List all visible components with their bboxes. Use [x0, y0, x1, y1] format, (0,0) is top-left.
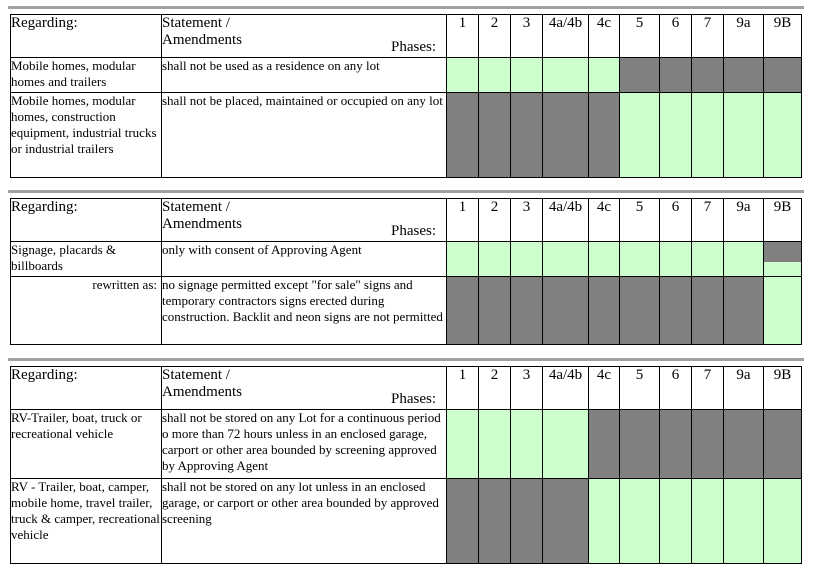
phase-header: 9a — [724, 199, 764, 242]
phase-fill-permitted — [660, 479, 691, 563]
phase-cell — [479, 242, 511, 277]
phase-cell — [589, 277, 620, 345]
phase-cell — [724, 93, 764, 178]
phase-header: 4c — [589, 15, 620, 58]
phase-fill-permitted — [589, 242, 619, 276]
phase-cell — [764, 479, 802, 564]
phases-label: Phases: — [391, 391, 436, 407]
phase-fill-shaded — [660, 277, 691, 344]
statement-cell: only with consent of Approving Agent — [162, 242, 447, 277]
phase-fill-permitted — [479, 242, 510, 276]
phases-label: Phases: — [391, 223, 436, 239]
table-row — [11, 93, 802, 178]
table-row — [11, 277, 802, 345]
phase-fill-permitted — [660, 93, 691, 177]
phase-fill-permitted — [692, 479, 723, 563]
phase-header: 5 — [620, 15, 660, 58]
phase-cell — [660, 93, 692, 178]
phase-fill-permitted — [620, 242, 659, 276]
phase-fill-shaded — [724, 58, 763, 92]
phase-cell — [589, 479, 620, 564]
phase-fill-shaded — [479, 93, 510, 177]
phase-header: 6 — [660, 367, 692, 410]
phase-header: 3 — [511, 15, 543, 58]
phase-fill-shaded — [589, 93, 619, 177]
section-separator — [8, 358, 804, 361]
phase-fill-shaded — [660, 410, 691, 478]
header-row — [11, 15, 802, 58]
phase-cell — [692, 58, 724, 93]
section-separator — [8, 190, 804, 193]
phase-header: 7 — [692, 15, 724, 58]
statement-label: Statement / — [162, 199, 230, 215]
phase-cell — [589, 410, 620, 479]
phase-cell — [511, 479, 543, 564]
phase-fill-shaded — [511, 93, 542, 177]
phase-cell — [692, 277, 724, 345]
phase-header: 4c — [589, 367, 620, 410]
phase-cell — [692, 93, 724, 178]
phase-fill-shaded — [589, 410, 619, 478]
phase-fill-shaded — [764, 58, 801, 92]
phase-cell — [447, 58, 479, 93]
phase-cell — [543, 277, 589, 345]
rewritten-label: rewritten as: — [92, 277, 157, 292]
table-row — [11, 242, 802, 277]
phase-cell — [764, 277, 802, 345]
phase-fill-permitted — [479, 58, 510, 92]
statement-label: Statement / — [162, 15, 230, 31]
phase-cell — [764, 93, 802, 178]
phase-header: 4c — [589, 199, 620, 242]
phase-fill-shaded — [660, 58, 691, 92]
phase-header: 4a/4b — [543, 367, 589, 410]
phase-cell — [589, 242, 620, 277]
regarding-cell: Signage, placards & billboards — [11, 242, 162, 277]
regarding-cell: RV - Trailer, boat, camper, mobile home, travel trailer, truck & camper, recreational vehicle — [11, 479, 162, 564]
phase-cell — [620, 479, 660, 564]
amendments-label: Amendments — [162, 32, 242, 48]
phase-fill-permitted — [620, 93, 659, 177]
phase-fill-permitted — [724, 242, 763, 276]
phase-cell — [660, 58, 692, 93]
phase-fill-permitted — [764, 277, 801, 344]
phase-cell — [660, 479, 692, 564]
phase-cell — [479, 277, 511, 345]
phase-cell — [620, 242, 660, 277]
phase-stripe — [764, 242, 801, 262]
phase-fill-shaded — [479, 277, 510, 344]
phase-fill-shaded — [447, 479, 478, 563]
phase-fill-permitted — [447, 242, 478, 276]
table-row — [11, 479, 802, 564]
phase-header: 9a — [724, 367, 764, 410]
phase-fill-shaded — [692, 58, 723, 92]
phase-fill-permitted — [511, 58, 542, 92]
phase-fill-shaded — [447, 277, 478, 344]
phase-header: 9B — [764, 367, 802, 410]
phase-cell — [724, 242, 764, 277]
phase-header: 5 — [620, 367, 660, 410]
phase-fill-shaded — [589, 277, 619, 344]
restriction-table — [10, 366, 802, 564]
phase-cell — [543, 58, 589, 93]
phase-cell — [724, 479, 764, 564]
header-row — [11, 367, 802, 410]
phase-fill-shaded — [479, 479, 510, 563]
phase-header: 6 — [660, 15, 692, 58]
phase-cell — [511, 242, 543, 277]
phase-cell — [620, 93, 660, 178]
regarding-header: Regarding: — [11, 367, 162, 410]
statement-header — [162, 15, 447, 58]
statement-cell: shall not be stored on any lot unless in an enclosed garage, or carport or other area bounded by approved screening — [162, 479, 447, 564]
phase-header: 1 — [447, 15, 479, 58]
phase-cell — [724, 410, 764, 479]
phase-header: 3 — [511, 367, 543, 410]
phase-cell — [543, 93, 589, 178]
phase-fill-shaded — [543, 93, 588, 177]
phase-cell — [543, 479, 589, 564]
phase-cell — [589, 58, 620, 93]
phase-cell — [692, 242, 724, 277]
phase-cell — [764, 242, 802, 277]
phase-fill-shaded — [543, 277, 588, 344]
phase-fill-permitted — [543, 242, 588, 276]
phase-cell — [724, 277, 764, 345]
phase-cell — [511, 277, 543, 345]
regarding-header: Regarding: — [11, 199, 162, 242]
section-separator — [8, 6, 804, 9]
phase-header: 2 — [479, 199, 511, 242]
phase-cell — [447, 93, 479, 178]
phase-fill-shaded — [620, 277, 659, 344]
phase-cell — [764, 58, 802, 93]
phase-fill-permitted — [447, 58, 478, 92]
phase-header: 4a/4b — [543, 15, 589, 58]
phase-fill-permitted — [589, 58, 619, 92]
phase-fill-permitted — [589, 479, 619, 563]
phase-header: 4a/4b — [543, 199, 589, 242]
regarding-cell: Mobile homes, modular homes, construction equipment, industrial trucks or industrial trailers — [11, 93, 162, 178]
phase-fill-shaded — [764, 410, 801, 478]
phase-fill-permitted — [764, 479, 801, 563]
phase-header: 1 — [447, 199, 479, 242]
phase-fill-shaded — [543, 479, 588, 563]
phase-fill-permitted — [511, 410, 542, 478]
phase-fill-shaded — [511, 277, 542, 344]
phase-cell — [692, 479, 724, 564]
phase-fill-permitted — [543, 58, 588, 92]
phase-cell — [543, 242, 589, 277]
phase-header: 1 — [447, 367, 479, 410]
phase-fill-shaded — [620, 58, 659, 92]
phase-fill-permitted — [660, 242, 691, 276]
phase-fill-permitted — [692, 242, 723, 276]
phase-header: 3 — [511, 199, 543, 242]
phase-header: 9B — [764, 15, 802, 58]
phase-fill-permitted — [764, 93, 801, 177]
phases-label: Phases: — [391, 39, 436, 55]
phase-header: 6 — [660, 199, 692, 242]
phase-header: 7 — [692, 367, 724, 410]
amendments-label: Amendments — [162, 384, 242, 400]
restriction-table — [10, 198, 802, 345]
regarding-cell: RV-Trailer, boat, truck or recreational vehicle — [11, 410, 162, 479]
phase-fill-permitted — [620, 479, 659, 563]
regarding-cell — [11, 277, 162, 345]
restriction-table — [10, 14, 802, 178]
phase-fill-permitted — [692, 93, 723, 177]
phase-cell — [620, 58, 660, 93]
phase-cell — [479, 58, 511, 93]
phase-cell — [764, 410, 802, 479]
phase-fill-permitted — [479, 410, 510, 478]
statement-cell: no signage permitted except "for sale" signs and temporary contractors signs erected during construction. Backlit and neon signs are not permitted — [162, 277, 447, 345]
phase-fill-shaded — [724, 410, 763, 478]
phase-header: 2 — [479, 367, 511, 410]
phase-fill-permitted — [511, 242, 542, 276]
phase-header: 5 — [620, 199, 660, 242]
regarding-header: Regarding: — [11, 15, 162, 58]
table-row — [11, 410, 802, 479]
phase-cell — [447, 242, 479, 277]
phase-cell — [620, 277, 660, 345]
statement-header — [162, 199, 447, 242]
phase-fill-shaded — [447, 93, 478, 177]
phase-header: 7 — [692, 199, 724, 242]
statement-label: Statement / — [162, 367, 230, 383]
phase-header: 2 — [479, 15, 511, 58]
phase-cell — [447, 479, 479, 564]
phase-header: 9B — [764, 199, 802, 242]
phase-header: 9a — [724, 15, 764, 58]
phase-cell — [479, 410, 511, 479]
phase-cell — [589, 93, 620, 178]
statement-cell: shall not be used as a residence on any lot — [162, 58, 447, 93]
phase-cell — [511, 58, 543, 93]
phase-cell — [479, 93, 511, 178]
statement-cell: shall not be placed, maintained or occupied on any lot — [162, 93, 447, 178]
phase-fill-shaded — [724, 277, 763, 344]
phase-cell — [511, 410, 543, 479]
phase-cell — [543, 410, 589, 479]
phase-fill-shaded — [511, 479, 542, 563]
phase-cell — [724, 58, 764, 93]
phase-cell — [660, 410, 692, 479]
amendments-label: Amendments — [162, 216, 242, 232]
phase-cell — [660, 242, 692, 277]
table-row — [11, 58, 802, 93]
phase-cell — [479, 479, 511, 564]
regarding-cell: Mobile homes, modular homes and trailers — [11, 58, 162, 93]
phase-fill-shaded — [692, 277, 723, 344]
phase-cell — [660, 277, 692, 345]
phase-cell — [447, 410, 479, 479]
phase-cell — [620, 410, 660, 479]
phase-fill-permitted — [447, 410, 478, 478]
phase-cell — [511, 93, 543, 178]
phase-fill-shaded — [620, 410, 659, 478]
phase-fill-permitted — [543, 410, 588, 478]
header-row — [11, 199, 802, 242]
phase-cell — [692, 410, 724, 479]
phase-fill-permitted — [724, 93, 763, 177]
phase-fill-shaded — [692, 410, 723, 478]
statement-cell: shall not be stored on any Lot for a continuous period o more than 72 hours unless in an enclosed garage, carport or other area bounded by screening approved by Approving Agent — [162, 410, 447, 479]
statement-header — [162, 367, 447, 410]
phase-cell — [447, 277, 479, 345]
phase-fill-permitted — [724, 479, 763, 563]
